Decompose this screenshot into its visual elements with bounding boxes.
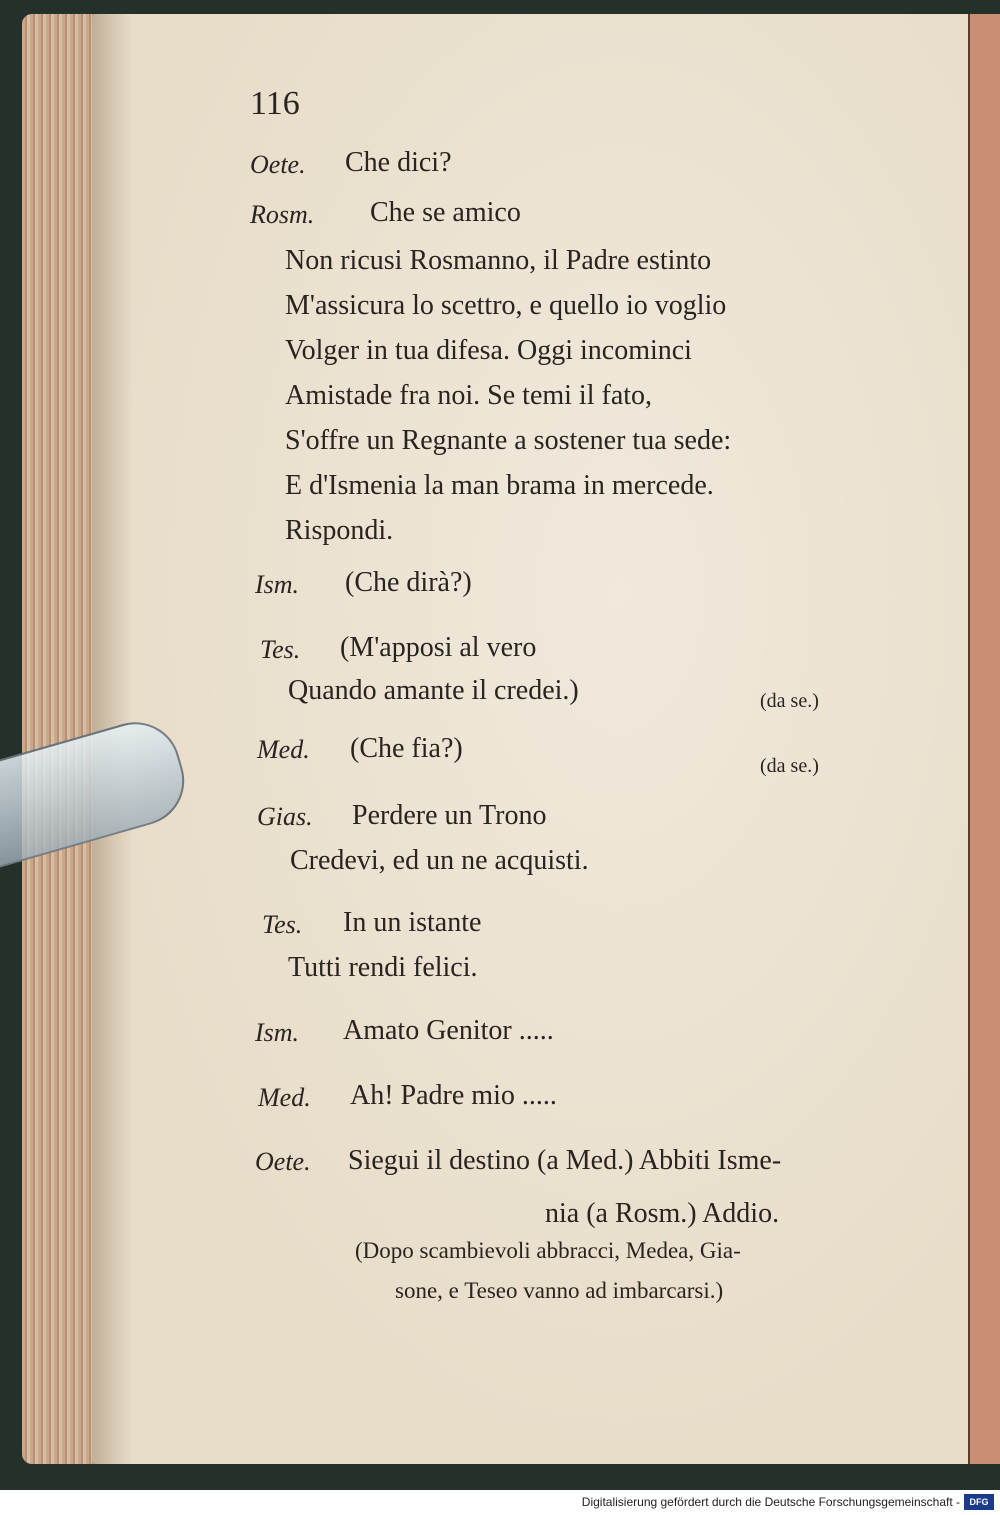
text-line: Volger in tua difesa. Oggi incominci <box>285 335 692 366</box>
text-line: Tutti rendi felici. <box>288 952 478 983</box>
text-line: S'offre un Regnante a sostener tua sede: <box>285 425 732 456</box>
text-line: Che se amico <box>370 197 521 228</box>
speaker-label: Med. <box>257 735 310 764</box>
speaker-label: Ism. <box>255 570 300 599</box>
text-line: Non ricusi Rosmanno, il Padre estinto <box>285 245 712 276</box>
speaker-label: Med. <box>258 1083 311 1112</box>
text-line: nia (a Rosm.) Addio. <box>545 1198 780 1229</box>
dfg-logo: DFG <box>964 1494 994 1510</box>
text-line: Siegui il destino (a Med.) Abbiti Isme- <box>348 1145 782 1176</box>
text-line: Quando amante il credei.) <box>288 675 579 706</box>
speaker-label: Gias. <box>257 802 313 831</box>
stage-direction: (Dopo scambievoli abbracci, Medea, Gia- <box>355 1238 741 1263</box>
text-line: M'assicura lo scettro, e quello io voglio <box>285 290 727 321</box>
speaker-label: Tes. <box>260 635 301 664</box>
stage-aside: (da se.) <box>760 690 819 712</box>
text-line: Perdere un Trono <box>352 800 547 831</box>
text-line: (Che dirà?) <box>345 567 472 598</box>
speaker-label: Rosm. <box>250 200 315 229</box>
text-line: E d'Ismenia la man brama in mercede. <box>285 470 714 501</box>
speaker-label: Oete. <box>250 150 306 179</box>
text-line: Credevi, ed un ne acquisti. <box>290 845 589 876</box>
stage-aside: (da se.) <box>760 755 819 777</box>
speaker-label: Ism. <box>255 1018 300 1047</box>
text-line: Amistade fra noi. Se temi il fato, <box>285 380 653 411</box>
text-line: (M'apposi al vero <box>340 632 537 663</box>
text-line: In un istante <box>343 907 482 938</box>
facing-page-edge <box>968 14 1000 1464</box>
text-line: Rispondi. <box>285 515 394 546</box>
text-line: Ah! Padre mio ..... <box>350 1080 557 1111</box>
text-line: (Che fia?) <box>350 733 463 764</box>
funding-credit: Digitalisierung gefördert durch die Deutsche Forschungsgemeinschaft - <box>581 1495 960 1509</box>
page-number: 116 <box>250 85 300 122</box>
speaker-label: Tes. <box>262 910 303 939</box>
speaker-label: Oete. <box>255 1147 311 1176</box>
text-line: Amato Genitor ..... <box>343 1015 554 1046</box>
stage-direction: sone, e Teseo vanno ad imbarcarsi.) <box>395 1278 724 1303</box>
footer-bar <box>0 1490 1000 1515</box>
text-line: Che dici? <box>345 147 452 178</box>
